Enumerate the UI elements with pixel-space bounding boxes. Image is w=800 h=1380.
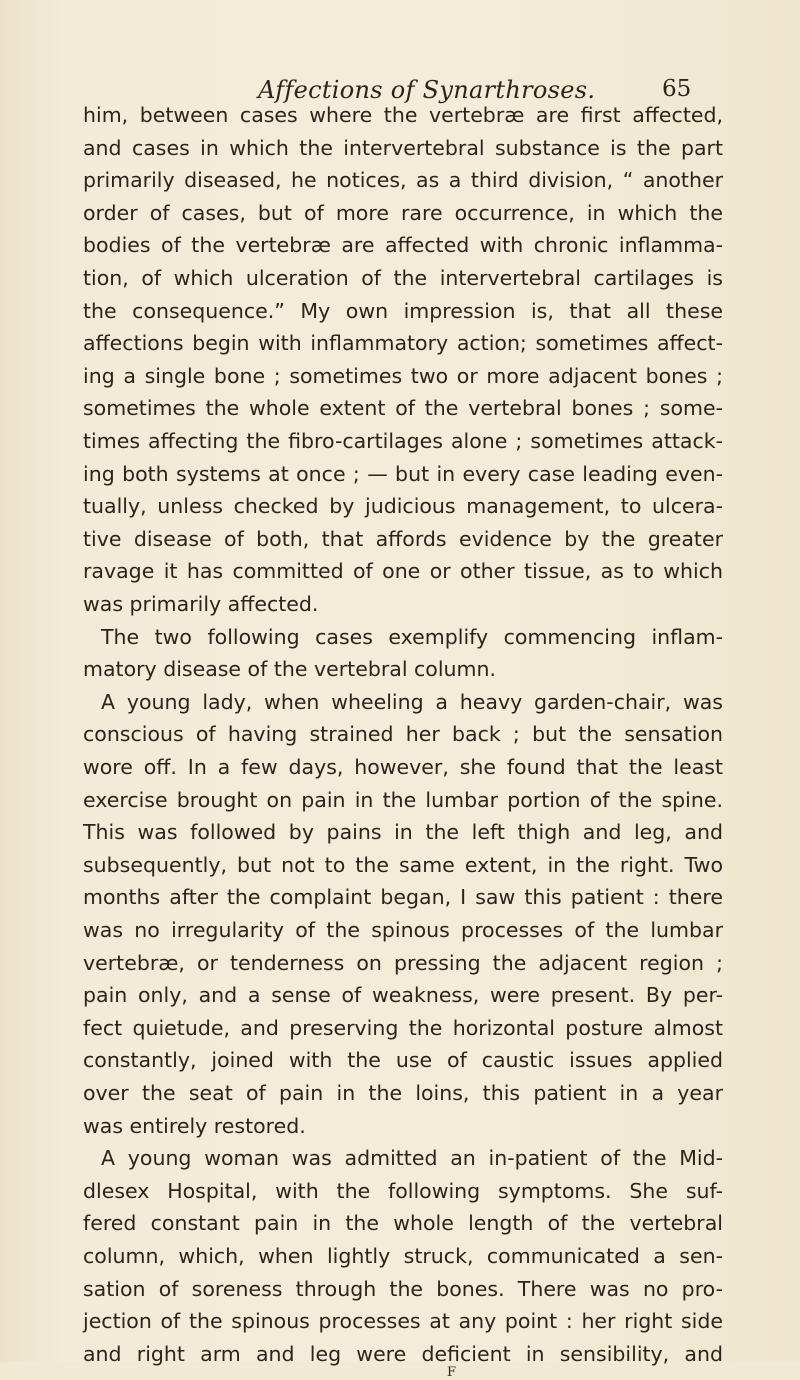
text-line: dlesex Hospital, with the following symptoms. She suf- (83, 1178, 723, 1203)
text-line: The two following cases exemplify commencing inflam- (101, 624, 723, 649)
text-line: times affecting the fibro-cartilages alone ; sometimes attack- (83, 429, 723, 453)
text-line: affections begin with inflammatory action; sometimes affect- (83, 331, 723, 356)
text-line: matory disease of the vertebral column. (83, 657, 497, 682)
text-line: pain only, and a sense of weakness, were present. By per- (83, 983, 723, 1008)
text-line: fect quietude, and preserving the horizontal posture almost (83, 1015, 723, 1040)
text-line: vertebræ, or tenderness on pressing the adjacent region ; (83, 950, 723, 975)
text-line: was no irregularity of the spinous processes of the lumbar (83, 918, 723, 942)
text-line: subsequently, but not to the same extent, in the right. Two (83, 852, 723, 877)
signature-mark: F (447, 1365, 457, 1380)
text-line: A young woman was admitted an in-patient of the Mid- (101, 1146, 723, 1171)
text-line: and right arm and leg were deficient in sensibility, and (83, 1341, 723, 1366)
text-line: over the seat of pain in the loins, this patient in a year (83, 1081, 723, 1105)
text-line: This was followed by pains in the left thigh and leg, and (83, 820, 723, 845)
text-line: ravage it has committed of one or other tissue, as to which (83, 559, 723, 584)
text-line: conscious of having strained her back ; but the sensation (83, 722, 723, 747)
text-line: months after the complaint began, I saw this patient : there (83, 885, 723, 910)
text-line: bodies of the vertebræ are affected with chronic inflamma- (83, 233, 723, 258)
text-line: tion, of which ulceration of the intervertebral cartilages is (83, 266, 723, 290)
page-number: 65 (662, 76, 692, 102)
text-line: fered constant pain in the whole length of the vertebral (83, 1211, 723, 1236)
text-line: tually, unless checked by judicious management, to ulcera- (83, 494, 723, 519)
text-line: was primarily affected. (83, 592, 319, 616)
text-line: primarily diseased, he notices, as a third division, “ another (83, 168, 723, 193)
text-line: column, which, when lightly struck, communicated a sen- (83, 1244, 723, 1268)
text-line: sometimes the whole extent of the vertebral bones ; some- (83, 396, 723, 421)
text-line: sation of soreness through the bones. There was no pro- (83, 1276, 723, 1301)
text-line: ing both systems at once ; — but in every case leading even- (83, 461, 723, 486)
text-line: A young lady, when wheeling a heavy garden-chair, was (101, 689, 723, 714)
text-line: constantly, joined with the use of caustic issues applied (83, 1048, 723, 1073)
text-line: exercise brought on pain in the lumbar portion of the spine. (83, 787, 723, 812)
text-line: and cases in which the intervertebral substance is the part (83, 135, 723, 160)
text-line: tive disease of both, that affords evidence by the greater (83, 526, 723, 551)
text-line: order of cases, but of more rare occurrence, in which the (83, 200, 723, 225)
text-line: the consequence.” My own impression is, that all these (83, 298, 723, 323)
text-line: ing a single bone ; sometimes two or more adjacent bones ; (83, 363, 723, 388)
text-line: was entirely restored. (83, 1113, 306, 1138)
text-line: jection of the spinous processes at any point : her right side (83, 1309, 723, 1334)
running-title: Affections of Synarthroses. (258, 76, 596, 104)
text-line: wore off. In a few days, however, she found that the least (83, 755, 723, 779)
text-line: him, between cases where the vertebræ are first affected, (83, 103, 723, 127)
